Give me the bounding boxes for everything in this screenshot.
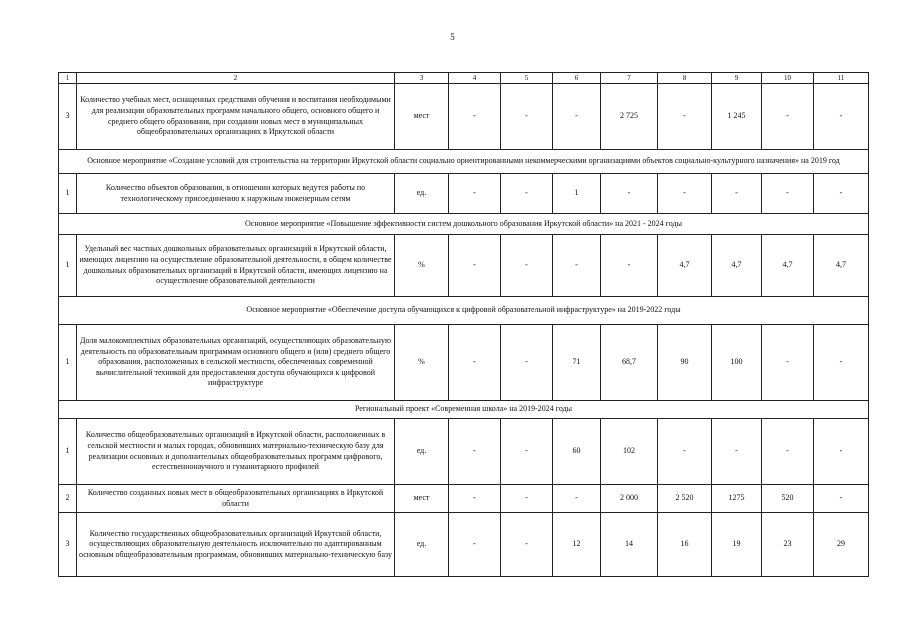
value-cell: -: [501, 325, 553, 401]
value-cell: -: [501, 235, 553, 297]
value-cell: -: [449, 325, 501, 401]
section-title: Региональный проект «Современная школа» на 2019-2024 годы: [59, 401, 869, 419]
indicators-table: [58, 72, 869, 577]
value-cell: -: [601, 235, 658, 297]
unit: мест: [395, 485, 449, 513]
row-number: 1: [59, 235, 77, 297]
column-number: 6: [553, 73, 601, 84]
column-number: 8: [658, 73, 712, 84]
row-number: 1: [59, 419, 77, 485]
value-cell: 102: [601, 419, 658, 485]
value-cell: 4,7: [762, 235, 814, 297]
column-number: 7: [601, 73, 658, 84]
value-cell: -: [658, 174, 712, 214]
column-number: 11: [814, 73, 869, 84]
value-cell: 1275: [712, 485, 762, 513]
row-number: 2: [59, 485, 77, 513]
value-cell: 4,7: [712, 235, 762, 297]
section-title: Основное мероприятие «Создание условий для строительства на территории Иркутской области социально ориентированными некоммерческими организациями объектов социально-культурного назначения» на 2019 год: [59, 150, 869, 174]
value-cell: 68,7: [601, 325, 658, 401]
unit: ед.: [395, 513, 449, 577]
indicator-name: Количество учебных мест, оснащенных средствами обучения и воспитания необходимыми для реализации образовательных программ начального общего, основного общего и среднего общего образования, при создании новых мест в муниципальных общеобразовательных организациях в Иркутской области: [77, 84, 395, 150]
value-cell: 29: [814, 513, 869, 577]
value-cell: -: [501, 174, 553, 214]
section-row: [59, 401, 869, 419]
value-cell: -: [449, 174, 501, 214]
value-cell: -: [501, 513, 553, 577]
indicator-name: Количество объектов образования, в отношении которых ведутся работы по технологическому присоединению к наружным инженерным сетям: [77, 174, 395, 214]
section-title: Основное мероприятие «Обеспечение доступа обучающихся к цифровой образовательной инфраструктуре» на 2019-2022 годы: [59, 297, 869, 325]
value-cell: 4,7: [658, 235, 712, 297]
value-cell: -: [814, 174, 869, 214]
value-cell: -: [553, 485, 601, 513]
value-cell: -: [814, 485, 869, 513]
indicator-name: Доля малокомплектных образовательных организаций, осуществляющих образовательную деятельность по образовательным программам основного общего и (или) среднего общего образования, расположенных в сельской местности, обеспеченных современной вычислительной техникой для предоставления доступа обучающихся к цифровой инфраструктуре: [77, 325, 395, 401]
value-cell: 2 000: [601, 485, 658, 513]
value-cell: -: [762, 325, 814, 401]
value-cell: -: [449, 235, 501, 297]
table-row: [59, 325, 869, 401]
value-cell: -: [658, 84, 712, 150]
value-cell: -: [658, 419, 712, 485]
value-cell: 23: [762, 513, 814, 577]
page-number: 5: [450, 32, 455, 42]
indicator-name: Удельный вес частных дошкольных образовательных организаций в Иркутской области, имеющих лицензию на осуществление образовательной деятельности, в общем количестве дошкольных образовательных организаций в Иркутской области, имеющих лицензию на осуществление образовательной деятельности: [77, 235, 395, 297]
table-row: [59, 419, 869, 485]
column-number: 4: [449, 73, 501, 84]
value-cell: -: [449, 84, 501, 150]
value-cell: 19: [712, 513, 762, 577]
value-cell: -: [553, 235, 601, 297]
section-title: Основное мероприятие «Повышение эффективности систем дошкольного образования Иркутской области» на 2021 - 2024 годы: [59, 214, 869, 235]
column-number: 10: [762, 73, 814, 84]
value-cell: -: [814, 84, 869, 150]
value-cell: -: [814, 419, 869, 485]
indicator-name: Количество общеобразовательных организаций в Иркутской области, расположенных в сельской местности и малых городах, обновивших материально-техническую базу для реализации основных и дополнительных общеобразовательных программ цифрового, естественнонаучного и гуманитарного профилей: [77, 419, 395, 485]
section-row: [59, 150, 869, 174]
value-cell: -: [501, 84, 553, 150]
unit: %: [395, 235, 449, 297]
value-cell: -: [449, 513, 501, 577]
column-number: 3: [395, 73, 449, 84]
table-row: [59, 84, 869, 150]
table-row: [59, 235, 869, 297]
value-cell: 4,7: [814, 235, 869, 297]
section-row: [59, 214, 869, 235]
value-cell: -: [762, 84, 814, 150]
table-row: [59, 174, 869, 214]
unit: ед.: [395, 174, 449, 214]
value-cell: 90: [658, 325, 712, 401]
value-cell: 12: [553, 513, 601, 577]
indicator-name: Количество созданных новых мест в общеобразовательных организациях в Иркутской области: [77, 485, 395, 513]
unit: %: [395, 325, 449, 401]
row-number: 3: [59, 84, 77, 150]
row-number: 1: [59, 174, 77, 214]
value-cell: -: [762, 419, 814, 485]
value-cell: 60: [553, 419, 601, 485]
value-cell: -: [449, 485, 501, 513]
value-cell: 14: [601, 513, 658, 577]
value-cell: -: [712, 419, 762, 485]
unit: мест: [395, 84, 449, 150]
unit: ед.: [395, 419, 449, 485]
value-cell: 1: [553, 174, 601, 214]
value-cell: 100: [712, 325, 762, 401]
value-cell: -: [762, 174, 814, 214]
value-cell: -: [601, 174, 658, 214]
value-cell: -: [501, 419, 553, 485]
value-cell: -: [553, 84, 601, 150]
section-row: [59, 297, 869, 325]
value-cell: 1 245: [712, 84, 762, 150]
table-row: [59, 485, 869, 513]
value-cell: 16: [658, 513, 712, 577]
indicator-name: Количество государственных общеобразовательных организаций Иркутской области, осуществляющих образовательную деятельность исключительно по адаптированным основным общеобразовательным программам, обновивших материально-техническую базу: [77, 513, 395, 577]
value-cell: 2 725: [601, 84, 658, 150]
row-number: 3: [59, 513, 77, 577]
value-cell: -: [449, 419, 501, 485]
column-number: 2: [77, 73, 395, 84]
column-number: 9: [712, 73, 762, 84]
value-cell: 71: [553, 325, 601, 401]
value-cell: -: [814, 325, 869, 401]
value-cell: -: [712, 174, 762, 214]
column-number-row: [59, 73, 869, 84]
row-number: 1: [59, 325, 77, 401]
column-number: 1: [59, 73, 77, 84]
table-row: [59, 513, 869, 577]
value-cell: 520: [762, 485, 814, 513]
column-number: 5: [501, 73, 553, 84]
value-cell: -: [501, 485, 553, 513]
value-cell: 2 520: [658, 485, 712, 513]
